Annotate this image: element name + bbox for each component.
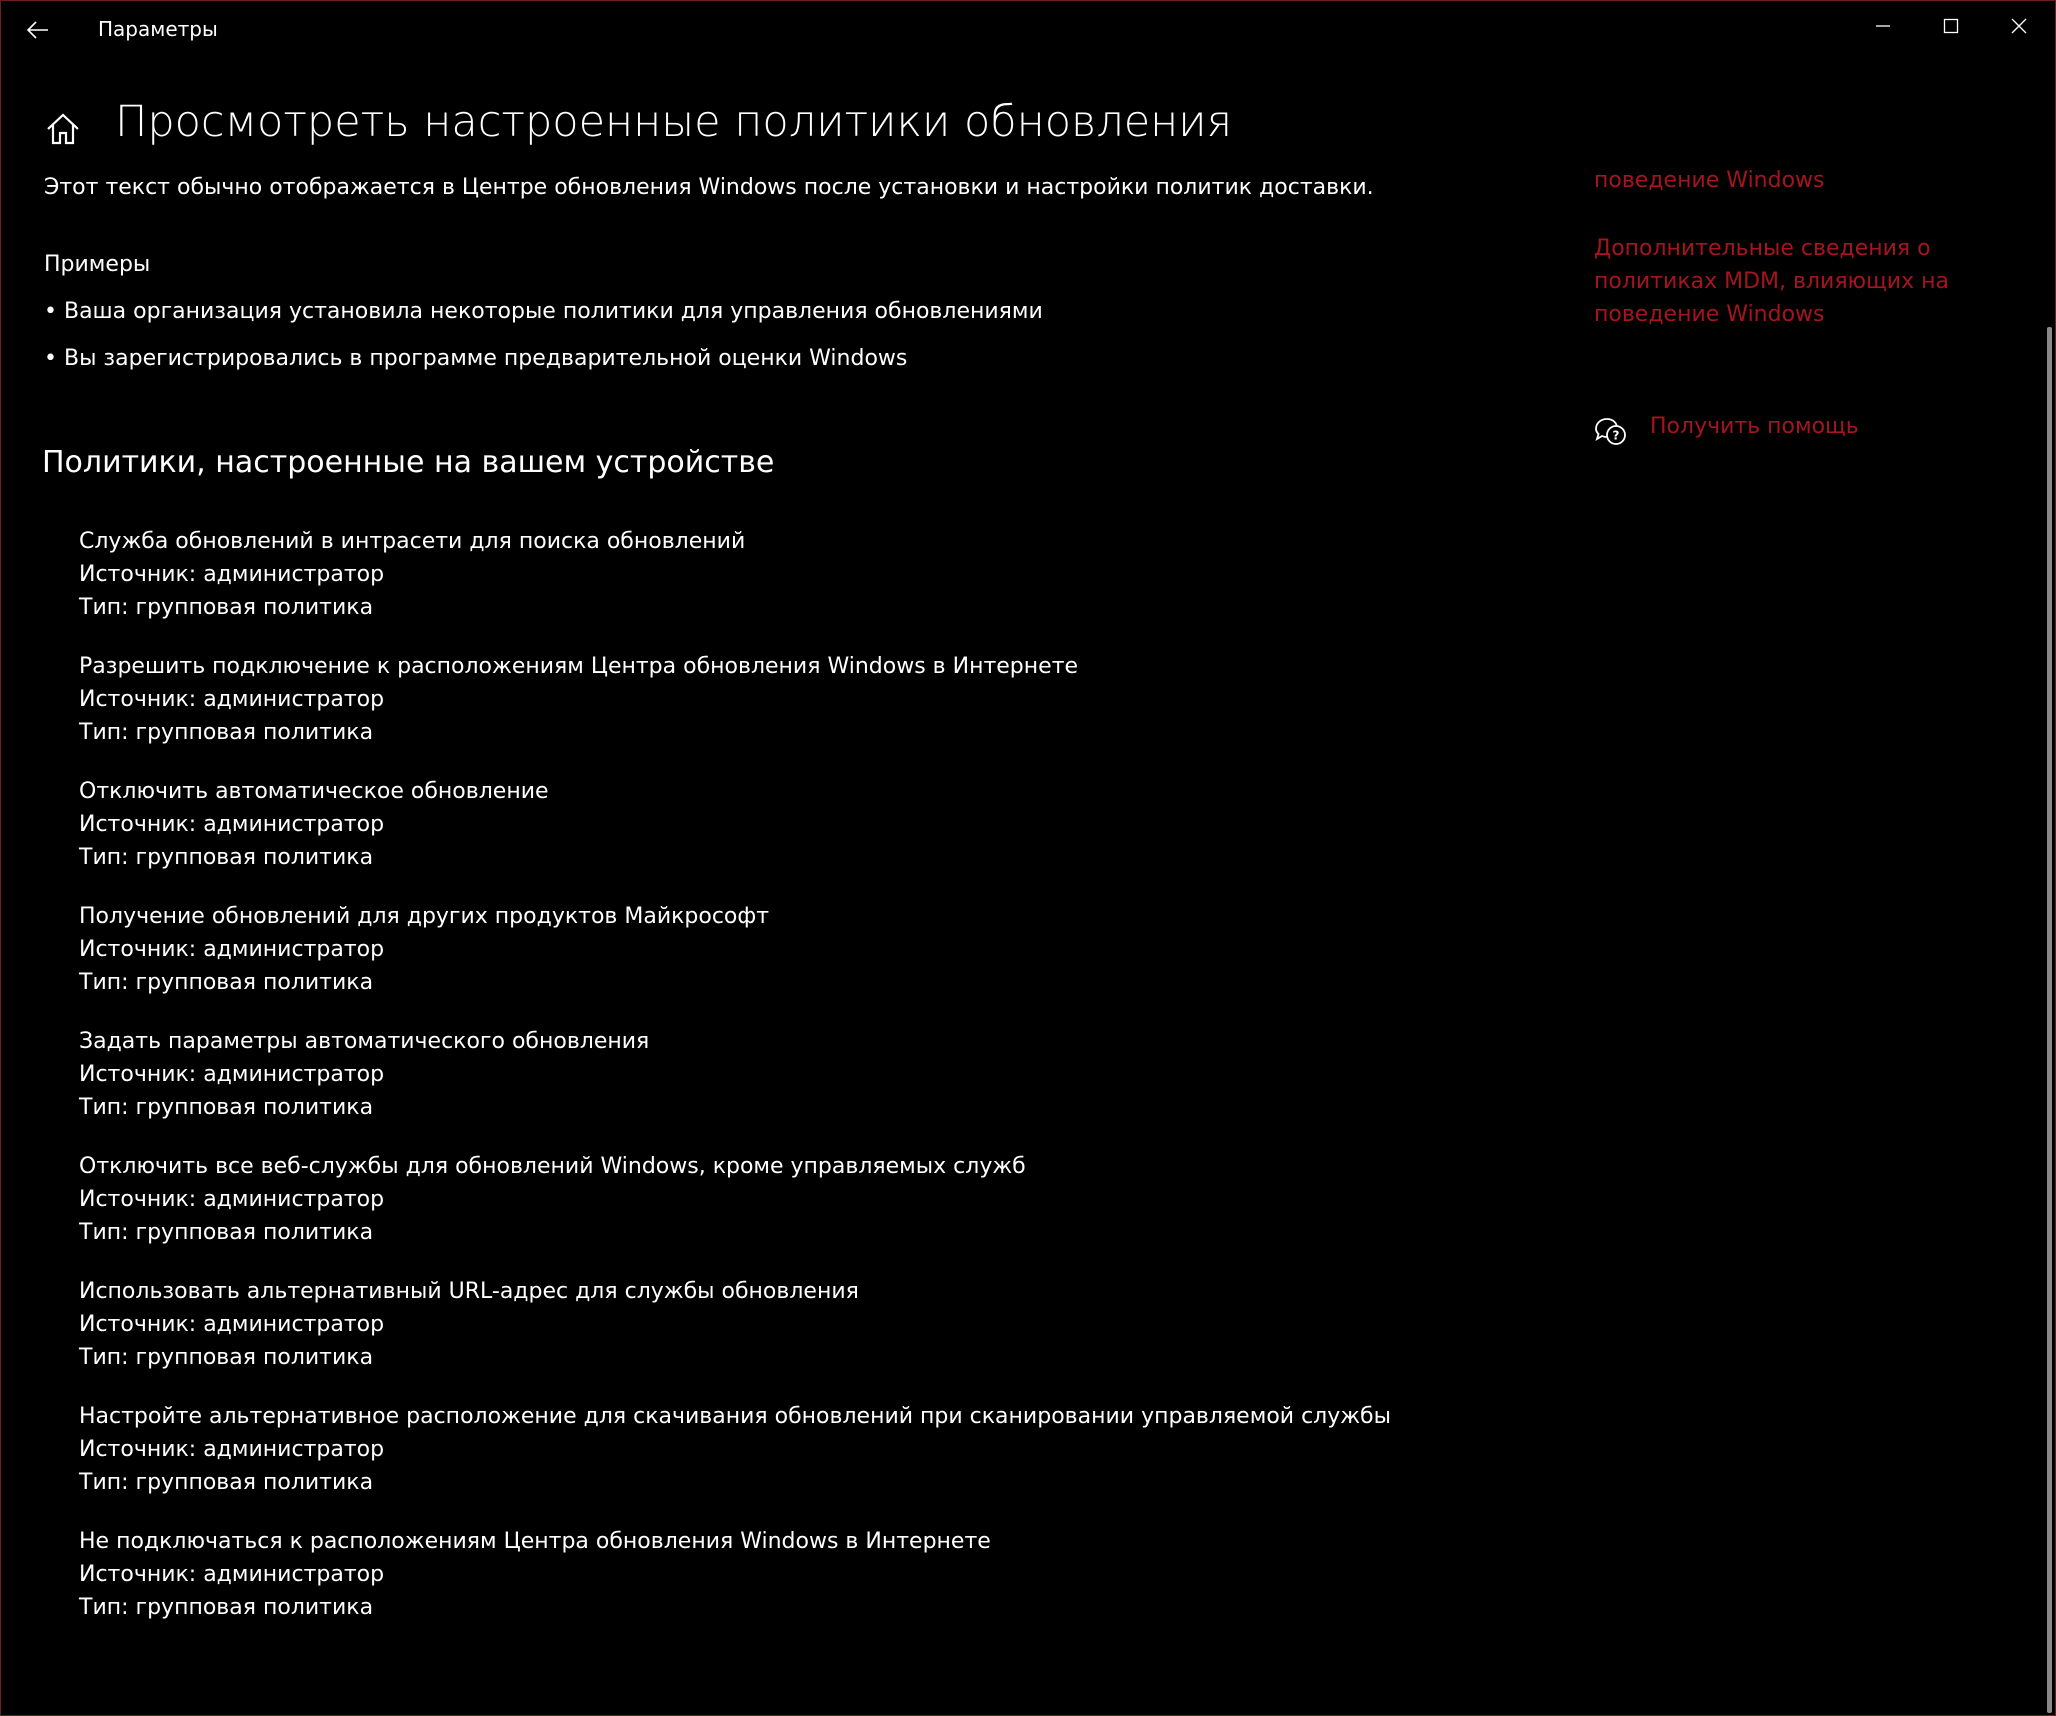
policy-source: Источник: администратор: [79, 1187, 385, 1212]
policy-name: Задать параметры автоматического обновления: [79, 1029, 650, 1054]
policy-type: Тип: групповая политика: [79, 1470, 374, 1495]
policy-item: [79, 1525, 1379, 1650]
policy-list: [79, 525, 1391, 1650]
get-help-link[interactable]: Получить помощь: [1650, 414, 1859, 439]
svg-text:?: ?: [1612, 428, 1620, 443]
page-description: Этот текст обычно отображается в Центре обновления Windows после установки и настройки политик доставки.: [44, 175, 1374, 200]
policy-type: Тип: групповая политика: [79, 845, 374, 870]
policy-name: Использовать альтернативный URL-адрес для службы обновления: [79, 1279, 859, 1304]
policy-type: Тип: групповая политика: [79, 1220, 374, 1245]
maximize-button[interactable]: [1917, 1, 1985, 51]
policy-source: Источник: администратор: [79, 1312, 385, 1337]
example-item: • Ваша организация установила некоторые политики для управления обновлениями: [44, 299, 1043, 324]
policy-source: Источник: администратор: [79, 812, 385, 837]
policy-name: Отключить все веб-службы для обновлений Windows, кроме управляемых служб: [79, 1154, 1026, 1179]
back-arrow-icon: [27, 21, 49, 39]
title-bar: [1, 1, 2055, 59]
policy-type: Тип: групповая политика: [79, 1595, 374, 1620]
minimize-icon: [1875, 18, 1891, 34]
policy-name: Настройте альтернативное расположение для скачивания обновлений при сканировании управляемой службы: [79, 1404, 1391, 1429]
policy-item: [79, 775, 1379, 900]
example-item: • Вы зарегистрировались в программе предварительной оценки Windows: [44, 346, 908, 371]
minimize-button[interactable]: [1849, 1, 1917, 51]
policy-item: [79, 1025, 1379, 1150]
policy-source: Источник: администратор: [79, 1562, 385, 1587]
policy-source: Источник: администратор: [79, 687, 385, 712]
policy-item: [79, 1275, 1379, 1400]
scrollbar[interactable]: [2047, 327, 2052, 1713]
window-title: Параметры: [98, 17, 218, 41]
back-button[interactable]: [15, 7, 61, 53]
policy-type: Тип: групповая политика: [79, 970, 374, 995]
maximize-icon: [1943, 18, 1959, 34]
policy-name: Не подключаться к расположениям Центра обновления Windows в Интернете: [79, 1529, 991, 1554]
policy-item: [79, 650, 1379, 775]
examples-heading: Примеры: [44, 252, 151, 277]
policy-source: Источник: администратор: [79, 1437, 385, 1462]
related-link-windows-behavior[interactable]: поведение Windows: [1594, 168, 1825, 193]
policy-type: Тип: групповая политика: [79, 720, 374, 745]
policy-type: Тип: групповая политика: [79, 1345, 374, 1370]
policy-name: Служба обновлений в интрасети для поиска обновлений: [79, 529, 746, 554]
policy-item: [79, 1400, 1391, 1525]
close-button[interactable]: [1985, 1, 2053, 51]
policy-item: [79, 525, 1379, 650]
policy-type: Тип: групповая политика: [79, 595, 374, 620]
policies-section-heading: Политики, настроенные на вашем устройстве: [42, 445, 775, 480]
home-icon[interactable]: [43, 109, 83, 149]
chat-help-icon[interactable]: [1593, 415, 1627, 449]
policy-item: [79, 900, 1379, 1025]
policy-source: Источник: администратор: [79, 562, 385, 587]
policy-name: Отключить автоматическое обновление: [79, 779, 549, 804]
policy-name: Разрешить подключение к расположениям Центра обновления Windows в Интернете: [79, 654, 1079, 679]
policy-name: Получение обновлений для других продуктов Майкрософт: [79, 904, 770, 929]
policy-type: Тип: групповая политика: [79, 1095, 374, 1120]
related-link-mdm-policies[interactable]: Дополнительные сведения о политиках MDM, влияющих на поведение Windows: [1594, 236, 1949, 327]
policy-source: Источник: администратор: [79, 1062, 385, 1087]
policy-source: Источник: администратор: [79, 937, 385, 962]
policy-item: [79, 1150, 1379, 1275]
close-icon: [2011, 18, 2027, 34]
page-title: Просмотреть настроенные политики обновления: [115, 97, 1233, 147]
